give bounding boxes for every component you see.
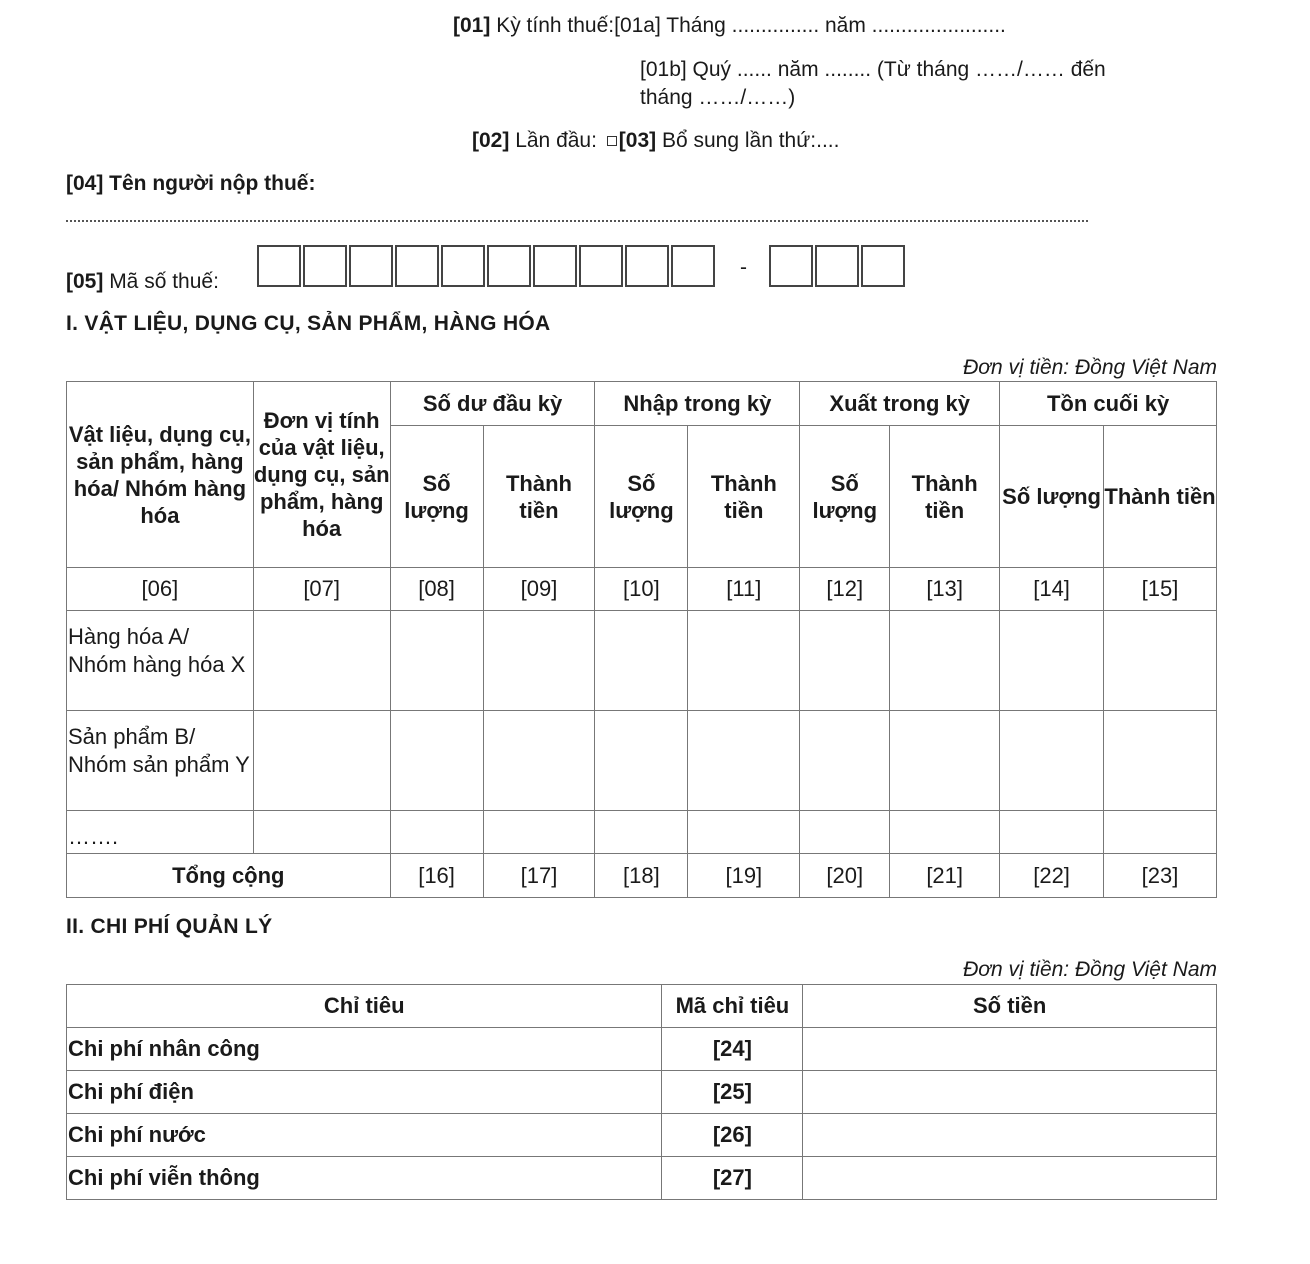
cost-label: Chi phí nhân công (67, 1028, 662, 1071)
first-time-checkbox[interactable] (607, 136, 617, 146)
tax-code-box[interactable] (441, 245, 485, 287)
data-cell[interactable] (390, 811, 483, 854)
cost-code: [24] (662, 1028, 803, 1071)
tax-code-box[interactable] (487, 245, 531, 287)
total-row (67, 854, 1217, 898)
code-cell: [07] (253, 568, 390, 611)
data-cell[interactable] (1104, 611, 1217, 711)
code-cell: [13] (890, 568, 1000, 611)
tax-code-text: Mã số thuế: (103, 270, 219, 293)
group-closing-balance: Tồn cuối kỳ (1000, 382, 1217, 426)
taxpayer-name-field[interactable] (66, 206, 1088, 222)
row-label: ……. (67, 811, 254, 854)
col-amount-header: Số tiền (803, 985, 1217, 1028)
section-1-title: I. VẬT LIỆU, DỤNG CỤ, SẢN PHẨM, HÀNG HÓA (66, 312, 551, 335)
tax-code-branch-box[interactable] (815, 245, 859, 287)
total-code: [16] (390, 854, 483, 898)
tax-code-box[interactable] (533, 245, 577, 287)
table-row (67, 611, 1217, 711)
section-2-currency-unit: Đơn vị tiền: Đồng Việt Nam (963, 958, 1217, 981)
taxpayer-name-label: [04] Tên người nộp thuế: (66, 172, 316, 195)
total-code: [23] (1104, 854, 1217, 898)
tax-code-dash: - (740, 256, 747, 279)
data-cell[interactable] (390, 611, 483, 711)
col-code-header: Mã chỉ tiêu (662, 985, 803, 1028)
code-cell: [15] (1104, 568, 1217, 611)
data-cell[interactable] (1000, 811, 1104, 854)
data-cell[interactable] (483, 811, 595, 854)
data-cell[interactable] (595, 811, 688, 854)
data-cell[interactable] (890, 711, 1000, 811)
sub-qty-header: Số lượng (390, 426, 483, 568)
sub-amount-header: Thành tiền (890, 426, 1000, 568)
sub-amount-header: Thành tiền (483, 426, 595, 568)
data-cell[interactable] (483, 711, 595, 811)
cost-label: Chi phí nước (67, 1114, 662, 1157)
tax-code-branch-box[interactable] (861, 245, 905, 287)
row-label: Hàng hóa A/ Nhóm hàng hóa X (67, 611, 254, 711)
tax-code-box[interactable] (303, 245, 347, 287)
group-received: Nhập trong kỳ (595, 382, 800, 426)
sub-amount-header: Thành tiền (688, 426, 800, 568)
declaration-type-line (472, 129, 839, 153)
data-cell[interactable] (688, 611, 800, 711)
code-cell: [06] (67, 568, 254, 611)
total-code: [18] (595, 854, 688, 898)
table-row (67, 1114, 1217, 1157)
cost-label: Chi phí điện (67, 1071, 662, 1114)
tax-code-branch-box[interactable] (769, 245, 813, 287)
code-cell: [09] (483, 568, 595, 611)
data-cell[interactable] (595, 611, 688, 711)
first-time-label: Lần đầu: (509, 129, 603, 152)
amount-cell[interactable] (803, 1157, 1217, 1200)
total-code: [21] (890, 854, 1000, 898)
data-cell[interactable] (688, 711, 800, 811)
data-cell[interactable] (253, 611, 390, 711)
quarter-line-2: tháng ……/……) (640, 86, 796, 109)
data-cell[interactable] (1104, 711, 1217, 811)
sub-qty-header: Số lượng (595, 426, 688, 568)
total-code: [20] (800, 854, 890, 898)
code-01: [01] (453, 14, 491, 37)
tax-code-label (66, 270, 219, 294)
total-label: Tổng cộng (67, 854, 391, 898)
supplement-label: Bổ sung lần thứ:.... (656, 129, 840, 152)
col-indicator-header: Chỉ tiêu (67, 985, 662, 1028)
row-label: Sản phẩm B/ Nhóm sản phẩm Y (67, 711, 254, 811)
tax-code-box[interactable] (395, 245, 439, 287)
amount-cell[interactable] (803, 1114, 1217, 1157)
tax-code-box[interactable] (671, 245, 715, 287)
group-issued: Xuất trong kỳ (800, 382, 1000, 426)
data-cell[interactable] (800, 711, 890, 811)
group-opening-balance: Số dư đầu kỳ (390, 382, 595, 426)
tax-code-boxes-main (257, 245, 717, 289)
tax-code-box[interactable] (579, 245, 623, 287)
code-cell: [10] (595, 568, 688, 611)
tax-code-box[interactable] (625, 245, 669, 287)
table-row (67, 1028, 1217, 1071)
col-item-header: Vật liệu, dụng cụ, sản phẩm, hàng hóa/ Nhóm hàng hóa (67, 382, 254, 568)
table-row (67, 711, 1217, 811)
cost-code: [27] (662, 1157, 803, 1200)
data-cell[interactable] (800, 811, 890, 854)
quarter-line-1: [01b] Quý ...... năm ........ (Từ tháng ……/…… đến (640, 58, 1106, 81)
total-code: [17] (483, 854, 595, 898)
code-cell: [12] (800, 568, 890, 611)
code-cell: [11] (688, 568, 800, 611)
col-unit-header: Đơn vị tính của vật liệu, dụng cụ, sản phẩm, hàng hóa (253, 382, 390, 568)
total-code: [22] (1000, 854, 1104, 898)
cost-code: [25] (662, 1071, 803, 1114)
data-cell[interactable] (253, 711, 390, 811)
section-1-currency-unit: Đơn vị tiền: Đồng Việt Nam (963, 356, 1217, 379)
code-cell: [14] (1000, 568, 1104, 611)
inventory-table (66, 381, 1217, 898)
table-row (67, 1071, 1217, 1114)
code-05: [05] (66, 270, 104, 293)
tax-period-line (453, 14, 1006, 38)
sub-qty-header: Số lượng (800, 426, 890, 568)
code-02: [02] (472, 129, 510, 152)
data-cell[interactable] (890, 611, 1000, 711)
code-row (67, 568, 1217, 611)
sub-qty-header: Số lượng (1000, 426, 1104, 568)
cost-label: Chi phí viễn thông (67, 1157, 662, 1200)
data-cell[interactable] (390, 711, 483, 811)
data-cell[interactable] (253, 811, 390, 854)
table-row (67, 811, 1217, 854)
tax-code-box[interactable] (349, 245, 393, 287)
management-cost-table (66, 984, 1217, 1200)
data-cell[interactable] (890, 811, 1000, 854)
total-code: [19] (688, 854, 800, 898)
code-03: [03] (618, 129, 657, 152)
data-cell[interactable] (1104, 811, 1217, 854)
sub-amount-header: Thành tiền (1104, 426, 1217, 568)
amount-cell[interactable] (803, 1028, 1217, 1071)
tax-code-boxes-branch (769, 245, 907, 289)
section-2-title: II. CHI PHÍ QUẢN LÝ (66, 915, 273, 938)
data-cell[interactable] (800, 611, 890, 711)
data-cell[interactable] (483, 611, 595, 711)
data-cell[interactable] (1000, 711, 1104, 811)
tax-code-box[interactable] (257, 245, 301, 287)
tax-period-text: Kỳ tính thuế:[01a] Tháng ............... năm ....................... (490, 14, 1006, 37)
code-cell: [08] (390, 568, 483, 611)
table-row (67, 1157, 1217, 1200)
data-cell[interactable] (1000, 611, 1104, 711)
data-cell[interactable] (595, 711, 688, 811)
amount-cell[interactable] (803, 1071, 1217, 1114)
cost-code: [26] (662, 1114, 803, 1157)
data-cell[interactable] (688, 811, 800, 854)
